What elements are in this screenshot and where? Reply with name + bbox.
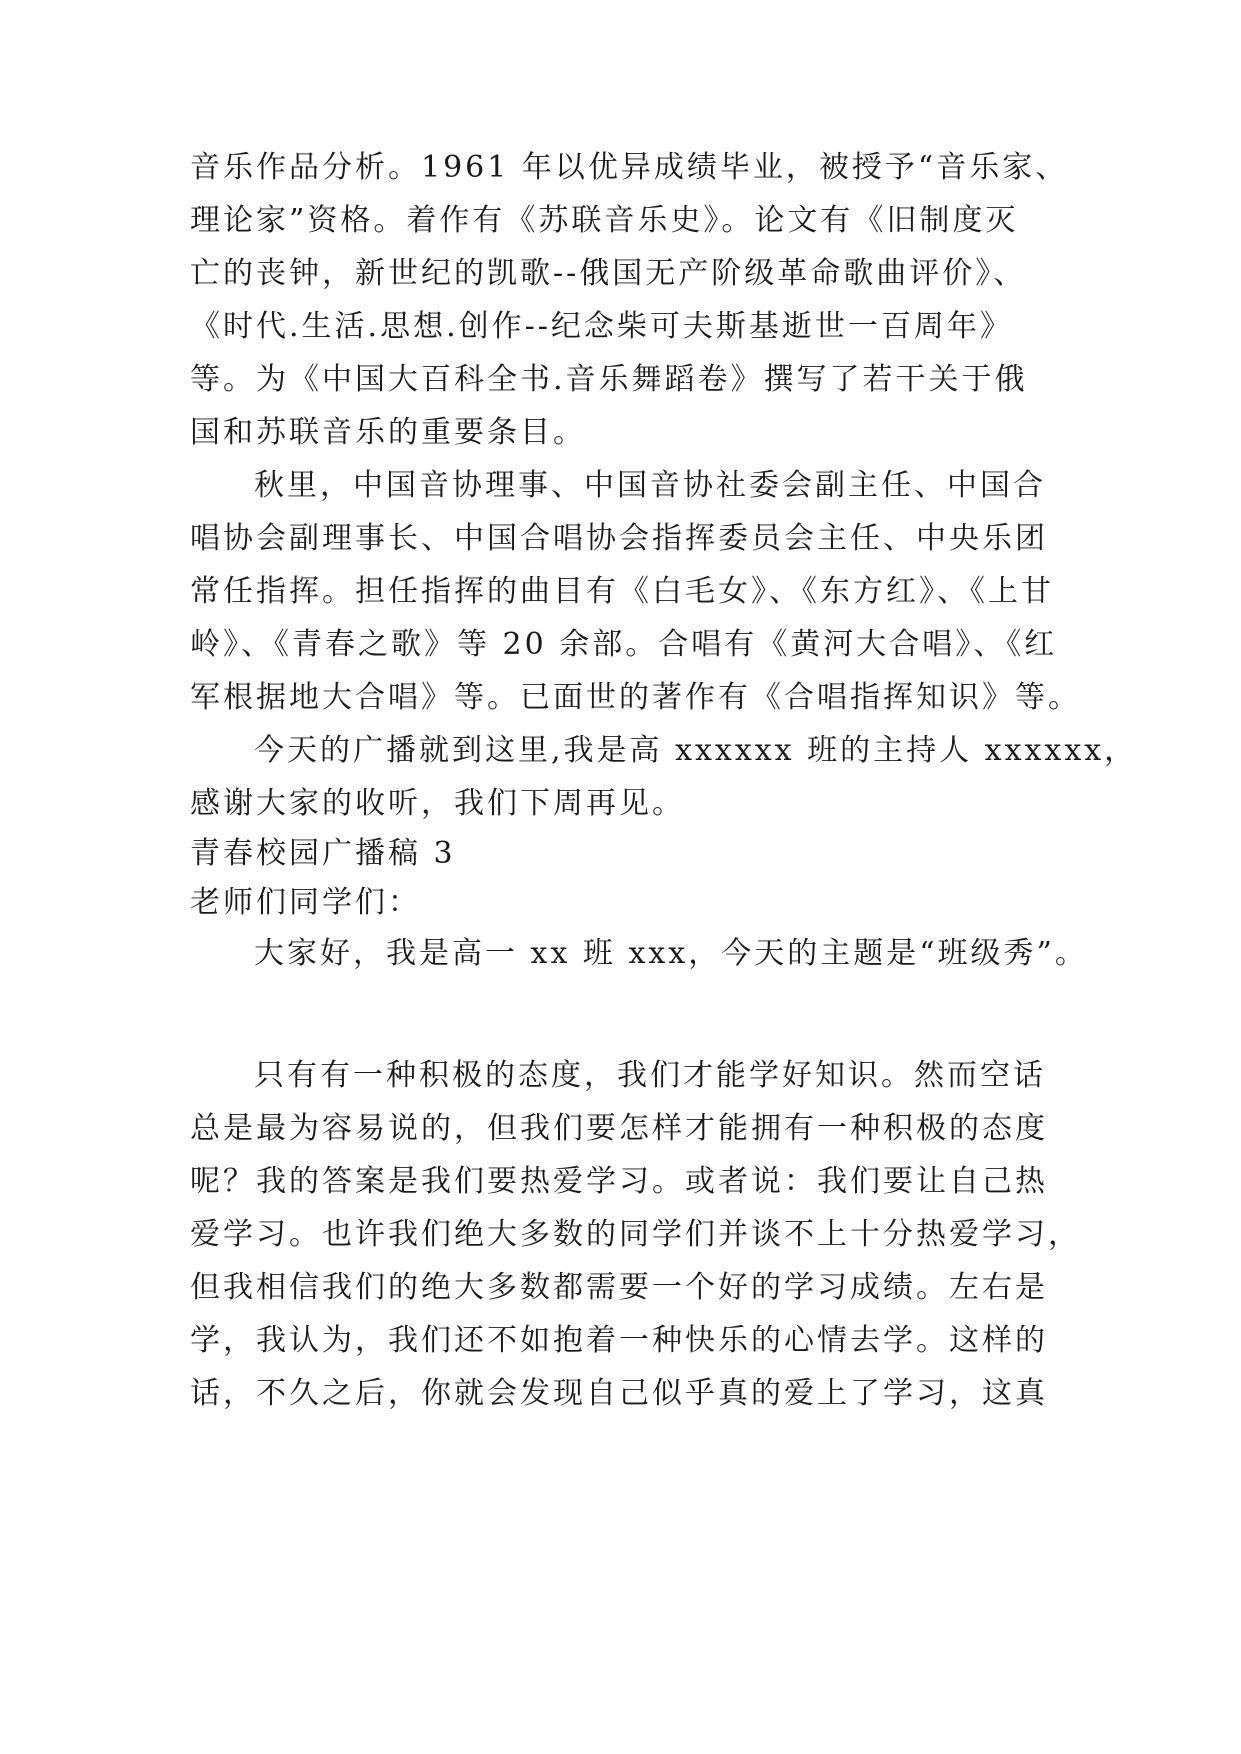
paragraph-4-line-2: 总是最为容易说的，但我们要怎样才能拥有一种积极的态度 <box>190 1111 1048 1146</box>
paragraph-1-line-4: 《时代.生活.思想.创作--纪念柴可夫斯基逝世一百周年》 <box>190 309 1013 344</box>
paragraph-4-line-3: 呢？我的答案是我们要热爱学习。或者说：我们要让自己热 <box>190 1164 1048 1199</box>
paragraph-2-line-2: 唱协会副理事长、中国合唱协会指挥委员会主任、中央乐团 <box>190 521 1048 556</box>
paragraph-1-line-2: 理论家”资格。着作有《苏联音乐史》。论文有《旧制度灭 <box>190 203 1019 238</box>
paragraph-2-line-3: 常任指挥。担任指挥的曲目有《白毛女》、《东方红》、《上甘 <box>190 574 1054 609</box>
paragraph-4-line-4: 爱学习。也许我们绝大多数的同学们并谈不上十分热爱学习， <box>190 1217 1081 1252</box>
greeting: 大家好，我是高一 xx 班 xxx，今天的主题是“班级秀”。 <box>254 936 1088 971</box>
paragraph-1-line-3: 亡的丧钟，新世纪的凯歌--俄国无产阶级革命歌曲评价》、 <box>190 256 1027 291</box>
paragraph-1-line-6: 国和苏联音乐的重要条目。 <box>190 415 586 450</box>
paragraph-3-line-2: 感谢大家的收听，我们下周再见。 <box>190 786 685 821</box>
paragraph-4-line-1: 只有有一种积极的态度，我们才能学好知识。然而空话 <box>254 1058 1046 1093</box>
paragraph-4-line-5: 但我相信我们的绝大多数都需要一个好的学习成绩。左右是 <box>190 1270 1048 1305</box>
paragraph-4-line-7: 话，不久之后，你就会发现自己似乎真的爱上了学习，这真 <box>190 1376 1048 1411</box>
paragraph-4-line-6: 学，我认为，我们还不如抱着一种快乐的心情去学。这样的 <box>190 1323 1048 1358</box>
paragraph-3-line-1: 今天的广播就到这里,我是高 xxxxxx 班的主持人 xxxxxx， <box>254 733 1138 768</box>
paragraph-1-line-5: 等。为《中国大百科全书.音乐舞蹈卷》撰写了若干关于俄 <box>190 362 1028 397</box>
paragraph-2-line-5: 军根据地大合唱》等。已面世的著作有《合唱指挥知识》等。 <box>190 680 1081 715</box>
salutation: 老师们同学们： <box>190 885 421 920</box>
section-title: 青春校园广播稿 3 <box>190 836 456 871</box>
paragraph-2-line-4: 岭》、《青春之歌》等 20 余部。合唱有《黄河大合唱》、《红 <box>190 627 1058 662</box>
paragraph-2-line-1: 秋里，中国音协理事、中国音协社委会副主任、中国合 <box>254 468 1046 503</box>
paragraph-1-line-1: 音乐作品分析。1961 年以优异成绩毕业，被授予“音乐家、 <box>190 150 1069 185</box>
